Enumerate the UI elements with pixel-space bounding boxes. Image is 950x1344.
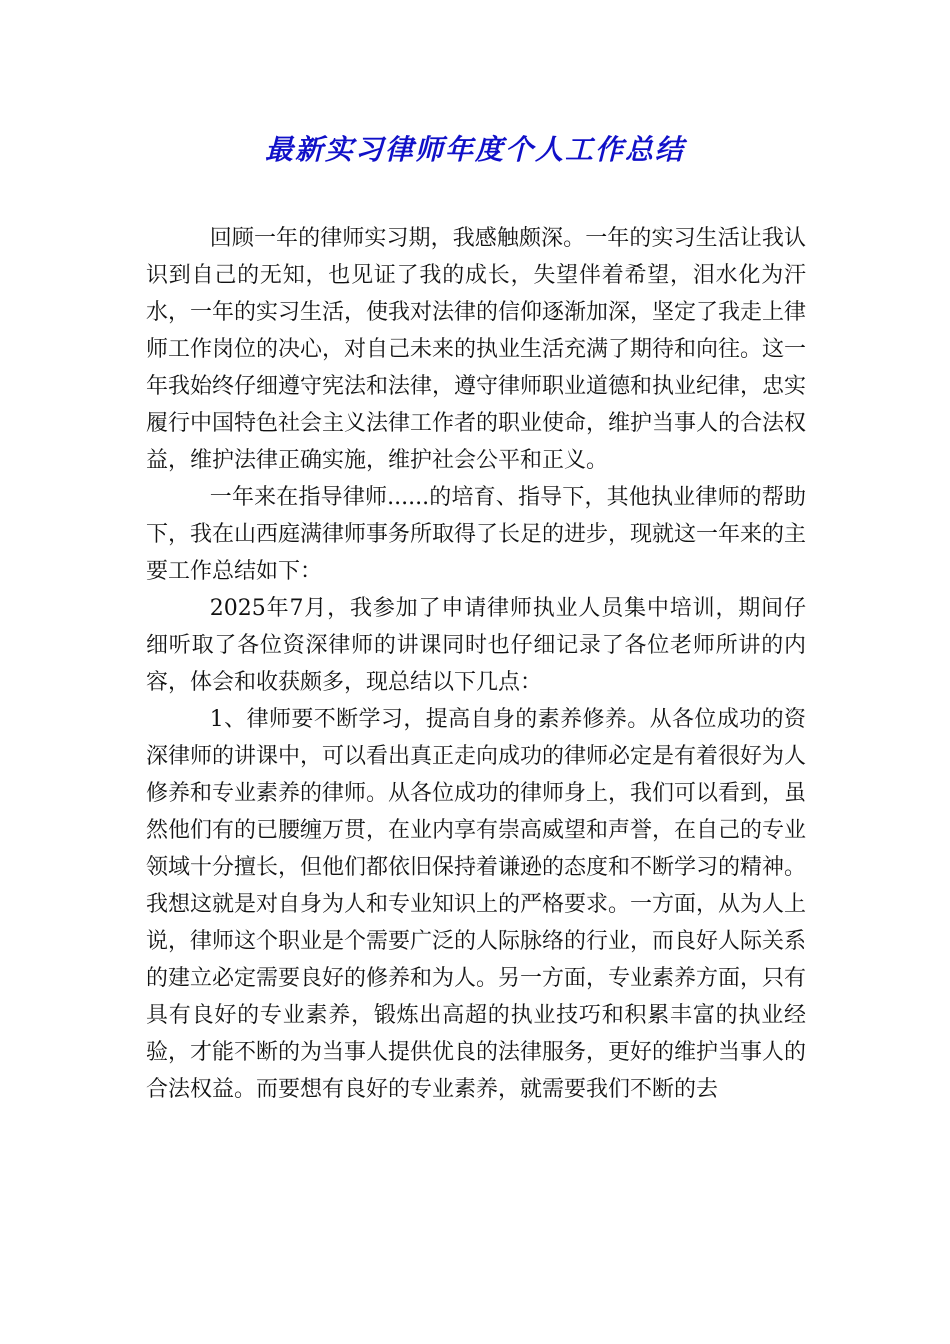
document-body xyxy=(146,220,806,1108)
paragraph: 一年来在指导律师......的培育、指导下，其他执业律师的帮助下，我在山西庭满律师事务所取得了长足的进步，现就这一年来的主要工作总结如下： xyxy=(146,485,807,584)
paragraph: 回顾一年的律师实习期，我感触颇深。一年的实习生活让我认识到自己的无知，也见证了我的成长，失望伴着希望，泪水化为汗水，一年的实习生活，使我对法律的信仰逐渐加深，坚定了我走上律师工作岗位的决心，对自己未来的执业生活充满了期待和向往。这一年我始终仔细遵守宪法和法律，遵守律师职业道德和执业纪律，忠实履行中国特色社会主义法律工作者的职业使命，维护当事人的合法权益，维护法律正确实施，维护社会公平和正义。 xyxy=(146,226,807,473)
document-title: 最新实习律师年度个人工作总结 xyxy=(264,133,685,166)
paragraph: 1、律师要不断学习，提高自身的素养修养。从各位成功的资深律师的讲课中，可以看出真正走向成功的律师必定是有着很好为人修养和专业素养的律师。从各位成功的律师身上，我们可以看到，虽然他们有的已腰缠万贯，在业内享有崇高威望和声誉，在自己的专业领域十分擅长，但他们都依旧保持着谦逊的态度和不断学习的精神。我想这就是对自身为人和专业知识上的严格要求。一方面，从为人上说，律师这个职业是个需要广泛的人际脉络的行业，而良好人际关系的建立必定需要良好的修养和为人。另一方面，专业素养方面，只有具有良好的专业素养，锻炼出高超的执业技巧和积累丰富的执业经验，才能不断的为当事人提供优良的法律服务，更好的维护当事人的合法权益。而要想有良好的专业素养，就需要我们不断的去 xyxy=(146,707,807,1102)
paragraph: 2025年7月，我参加了申请律师执业人员集中培训，期间仔细听取了各位资深律师的讲课同时也仔细记录了各位老师所讲的内容，体会和收获颇多，现总结以下几点： xyxy=(146,596,806,695)
